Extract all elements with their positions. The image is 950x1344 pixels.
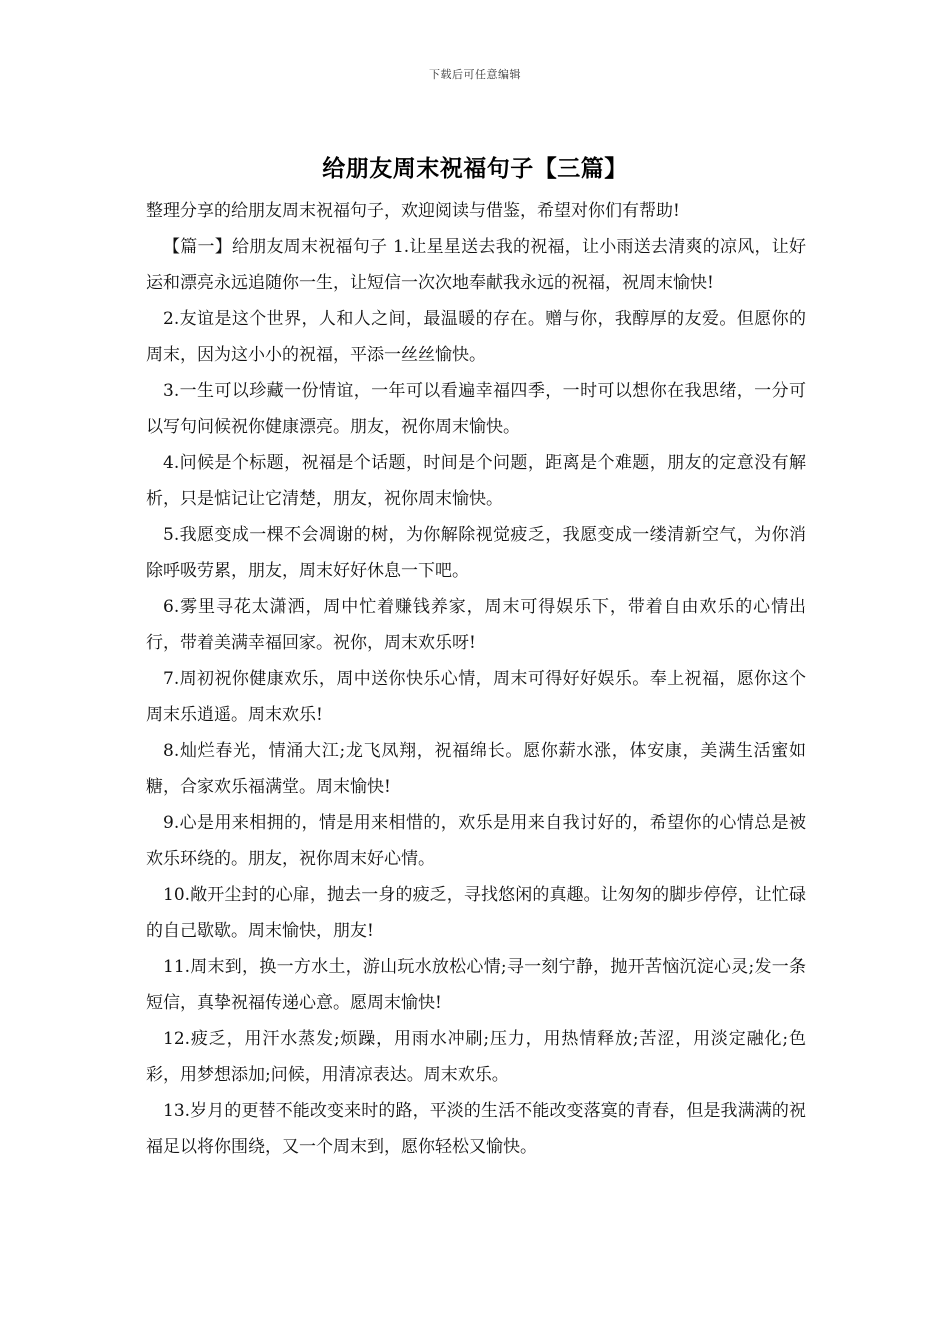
paragraph-2: 2.友谊是这个世界，人和人之间，最温暖的存在。赠与你，我醇厚的友爱。但愿你的周末，因为这小小的祝福，平添一丝丝愉快。 xyxy=(146,309,806,365)
paragraph-7: 7.周初祝你健康欢乐，周中送你快乐心情，周末可得好好娱乐。奉上祝福，愿你这个周末乐逍遥。周末欢乐! xyxy=(146,669,806,725)
paragraph-9: 9.心是用来相拥的，情是用来相惜的，欢乐是用来自我讨好的，希望你的心情总是被欢乐环绕的。朋友，祝你周末好心情。 xyxy=(146,813,806,869)
paragraph-4: 4.问候是个标题，祝福是个话题，时间是个问题，距离是个难题，朋友的定意没有解析，只是惦记让它清楚，朋友，祝你周末愉快。 xyxy=(146,453,806,509)
paragraph-13: 13.岁月的更替不能改变来时的路，平淡的生活不能改变落寞的青春，但是我满满的祝福足以将你围绕，又一个周末到，愿你轻松又愉快。 xyxy=(146,1101,806,1157)
paragraph-10: 10.敞开尘封的心扉，抛去一身的疲乏，寻找悠闲的真趣。让匆匆的脚步停停，让忙碌的自己歇歇。周末愉快，朋友! xyxy=(146,885,806,941)
paragraph-6: 6.雾里寻花太潇洒，周中忙着赚钱养家，周末可得娱乐下，带着自由欢乐的心情出行，带着美满幸福回家。祝你，周末欢乐呀! xyxy=(146,597,806,653)
paragraph-1: 【篇一】给朋友周末祝福句子 1.让星星送去我的祝福，让小雨送去清爽的凉风，让好运和漂亮永远追随你一生，让短信一次次地奉献我永远的祝福，祝周末愉快! xyxy=(146,237,806,293)
paragraph-8: 8.灿烂春光，情涌大江;龙飞凤翔，祝福绵长。愿你薪水涨，体安康，美满生活蜜如糖，合家欢乐福满堂。周末愉快! xyxy=(146,741,806,797)
paragraph-3: 3.一生可以珍藏一份情谊，一年可以看遍幸福四季，一时可以想你在我思绪，一分可以写句问候祝你健康漂亮。朋友，祝你周末愉快。 xyxy=(146,381,806,437)
intro-paragraph: 整理分享的给朋友周末祝福句子，欢迎阅读与借鉴，希望对你们有帮助! xyxy=(146,201,680,221)
header-note: 下载后可任意编辑 xyxy=(429,68,521,81)
paragraph-5: 5.我愿变成一棵不会凋谢的树，为你解除视觉疲乏，我愿变成一缕清新空气，为你消除呼吸劳累，朋友，周末好好休息一下吧。 xyxy=(146,525,806,581)
paragraph-11: 11.周末到，换一方水土，游山玩水放松心情;寻一刻宁静，抛开苦恼沉淀心灵;发一条短信，真挚祝福传递心意。愿周末愉快! xyxy=(146,957,806,1013)
paragraph-12: 12.疲乏，用汗水蒸发;烦躁，用雨水冲刷;压力，用热情释放;苦涩，用淡定融化;色彩，用梦想添加;问候，用清凉表达。周末欢乐。 xyxy=(146,1029,806,1085)
document-title: 给朋友周末祝福句子【三篇】 xyxy=(322,155,628,182)
document-body xyxy=(146,193,806,1165)
